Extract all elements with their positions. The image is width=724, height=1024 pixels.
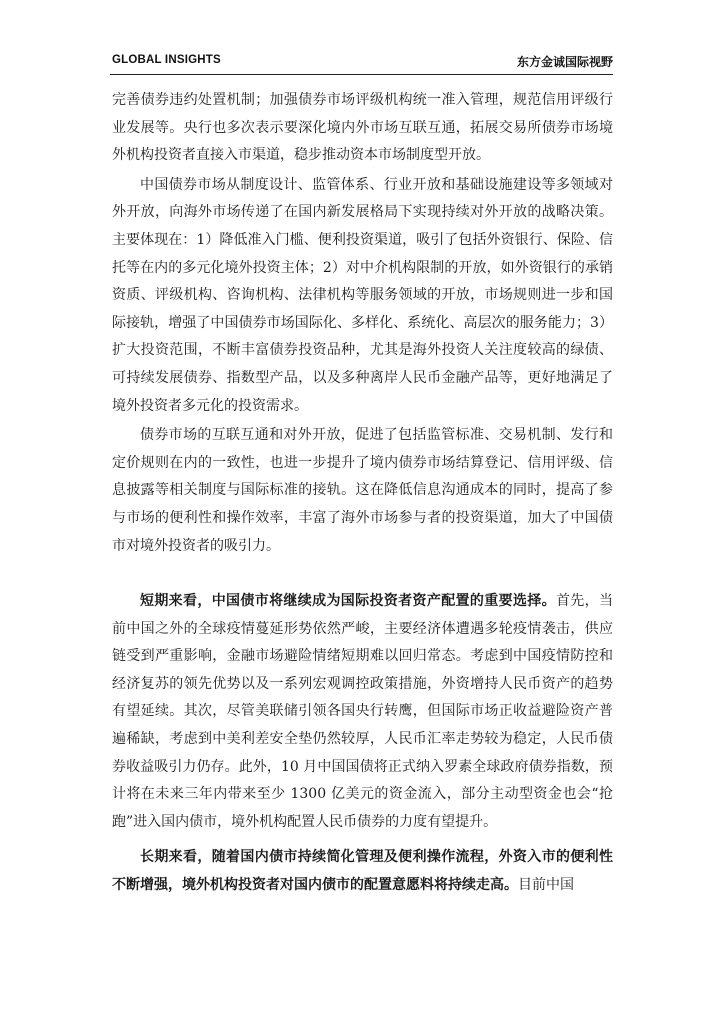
long-term-text: 目前中国 — [518, 877, 574, 894]
short-term-heading: 短期来看，中国债市将继续成为国际投资者资产配置的重要选择。 — [140, 593, 556, 610]
header-brand-right: 东方金诚国际视野 — [516, 55, 613, 69]
paragraph-connectivity: 债券市场的互联互通和对外开放，促进了包括监管标准、交易机制、发行和定价规则在内的一致性，也进一步提升了境内债券市场结算登记、信用评级、信息披露等相关制度与国际标准的接轨。这在降低信息沟通成本的同时，提高了参与市场的便利性和操作效率，丰富了海外市场参与者的投资渠道，加大了中国债市对境外投资者的吸引力。 — [112, 427, 613, 554]
article-body — [112, 87, 613, 900]
header-divider — [110, 74, 613, 75]
header-brand-left: GLOBAL INSIGHTS — [112, 54, 221, 66]
paragraph-short-term — [112, 588, 613, 836]
paragraph-long-term — [112, 844, 613, 899]
page-header — [112, 52, 613, 70]
long-term-heading: 长期来看，随着国内债市持续简化管理及便利操作流程，外资入市的便利性不断增强，境外机构投资者对国内债市的配置意愿料将持续走高。 — [112, 849, 613, 894]
short-term-text: 首先，当前中国之外的全球疫情蔓延形势依然严峻，主要经济体遭遇多轮疫情袭击，供应链受到严重影响，金融市场避险情绪短期难以回归常态。考虑到中国疫情防控和经济复苏的领先优势以及一系列宏观调控政策措施，外资增持人民币资产的趋势有望延续。其次，尽管美联储引领各国央行转鹰，但国际市场正收益避险资产普遍稀缺，考虑到中美利差安全垫仍然较厚，人民币汇率走势较为稳定，人民币债券收益吸引力仍存。此外，10 月中国国债将正式纳入罗素全球政府债券指数，预计将在未来三年内带来至少 1300 亿美元的资金流入，部分主动型资金也会“抢跑”进入国内债市，境外机构配置人民币债券的力度有望提升。 — [112, 593, 613, 830]
paragraph-opening-up: 中国债券市场从制度设计、监管体系、行业开放和基础设施建设等多领域对外开放，向海外市场传递了在国内新发展格局下实现持续对外开放的战略决策。主要体现在：1）降低准入门槛、便利投资渠道，吸引了包括外资银行、保险、信托等在内的多元化境外投资主体；2）对中介机构限制的开放，如外资银行的承销资质、评级机构、咨询机构、法律机构等服务领域的开放，市场规则进一步和国际接轨，增强了中国债券市场国际化、多样化、系统化、高层次的服务能力；3）扩大投资范围，不断丰富债券投资品种，尤其是海外投资人关注度较高的绿债、可持续发展债券、指数型产品，以及多种离岸人民币金融产品等，更好地满足了境外投资者多元化的投资需求。 — [112, 176, 613, 414]
paragraph-continuation: 完善债券违约处置机制；加强债券市场评级机构统一准入管理，规范信用评级行业发展等。央行也多次表示要深化境内外市场互联互通，拓展交易所债券市场境外机构投资者直接入市渠道，稳步推动资本市场制度型开放。 — [112, 92, 613, 164]
